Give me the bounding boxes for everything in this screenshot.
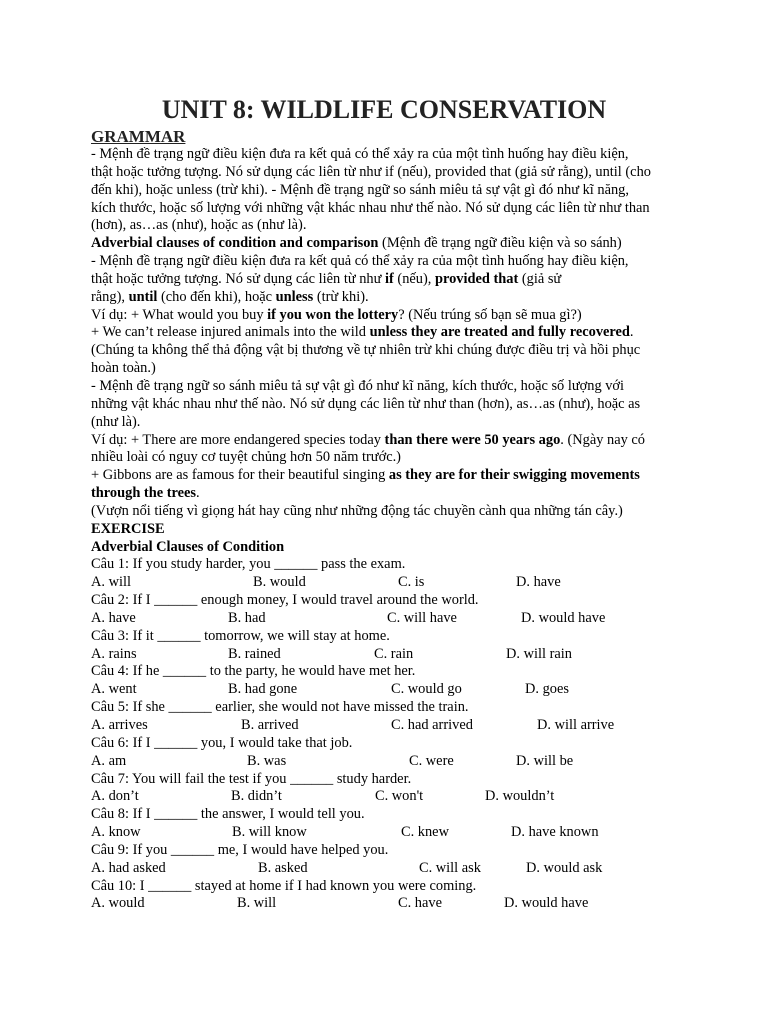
answer-option: D. will rain bbox=[506, 645, 572, 662]
intro-line: - Mệnh đề trạng ngữ điều kiện đưa ra kết quả có thể xảy ra của một tình huống hay điều kiện, bbox=[91, 146, 629, 162]
answer-option: C. rain bbox=[374, 645, 414, 662]
answer-option: B. rained bbox=[228, 645, 281, 662]
answer-option: D. goes bbox=[525, 681, 569, 698]
answer-option: A. rains bbox=[91, 645, 137, 662]
question-text: Câu 2: If I ______ enough money, I would travel around the world. bbox=[91, 592, 479, 609]
example-highlight: through the trees bbox=[91, 485, 196, 502]
answer-option: D. wouldn’t bbox=[485, 788, 555, 805]
document-body bbox=[91, 127, 691, 913]
text-run: (giả sử bbox=[518, 270, 562, 287]
text-run: + We can’t release injured animals into the wild bbox=[91, 324, 370, 341]
question-text: Câu 4: If he ______ to the party, he would have met her. bbox=[91, 663, 416, 680]
example-highlight: if you won the lottery bbox=[267, 306, 399, 323]
answer-option: D. would ask bbox=[526, 859, 603, 876]
answer-option: A. arrives bbox=[91, 717, 148, 733]
answer-option: B. was bbox=[247, 752, 287, 769]
question-options bbox=[91, 860, 691, 878]
example-line bbox=[91, 467, 691, 485]
example-line bbox=[91, 432, 691, 450]
text-run: . (Ngày nay có bbox=[560, 431, 645, 448]
question-options bbox=[91, 895, 691, 913]
question-text: Câu 10: I ______ stayed at home if I had known you were coming. bbox=[91, 877, 477, 894]
answer-option: C. won't bbox=[375, 788, 424, 805]
question-options bbox=[91, 574, 691, 592]
answer-option: D. will be bbox=[516, 752, 574, 769]
condition-line: - Mệnh đề trạng ngữ điều kiện đưa ra kết quả có thể xảy ra của một tình huống hay điều kiện, bbox=[91, 253, 629, 270]
page-title: UNIT 8: WILDLIFE CONSERVATION bbox=[161, 95, 607, 124]
question-text: Câu 8: If I ______ the answer, I would tell you. bbox=[91, 806, 365, 823]
example-highlight: unless they are treated and fully recovered bbox=[369, 324, 630, 341]
answer-option: D. would have bbox=[521, 609, 606, 626]
exercise-heading: EXERCISE bbox=[91, 520, 165, 537]
question-text: Câu 7: You will fail the test if you ______ study harder. bbox=[91, 770, 412, 787]
question-options bbox=[91, 824, 691, 842]
translation-line: hoàn toàn.) bbox=[91, 360, 156, 377]
text-run: . bbox=[629, 324, 634, 341]
intro-line: đến khi), hoặc unless (trừ khi). - Mệnh đề trạng ngữ so sánh miêu tả sự vật gì đó như kĩ năng, bbox=[91, 181, 629, 198]
text-run: ? (Nếu trúng số bạn sẽ mua gì?) bbox=[398, 306, 582, 323]
answer-option: C. have bbox=[398, 895, 442, 912]
comparison-line: - Mệnh đề trạng ngữ so sánh miêu tả sự vật gì đó như kĩ năng, kích thước, hoặc số lượng với bbox=[91, 377, 625, 394]
grammar-heading: GRAMMAR bbox=[91, 127, 186, 146]
question-options bbox=[91, 717, 691, 735]
answer-option: C. would go bbox=[391, 681, 462, 698]
question-text: Câu 5: If she ______ earlier, she would not have missed the train. bbox=[91, 699, 469, 716]
answer-option: A. have bbox=[91, 609, 136, 626]
question-options bbox=[91, 610, 691, 628]
answer-option: A. know bbox=[91, 824, 141, 841]
text-run: rằng), bbox=[91, 288, 129, 305]
question-options bbox=[91, 788, 691, 806]
keyword-provided-that: provided that bbox=[434, 270, 519, 287]
text-run: + Gibbons are as famous for their beautiful singing bbox=[91, 467, 389, 484]
translation-line: (Chúng ta không thể thả động vật bị thương về tự nhiên trừ khi chúng được điều trị và hồi phục bbox=[91, 342, 641, 359]
answer-option: B. had gone bbox=[228, 681, 298, 698]
answer-option: C. is bbox=[398, 574, 425, 591]
text-run: Ví dụ: + What would you buy bbox=[91, 306, 268, 323]
answer-option: C. will ask bbox=[419, 859, 481, 876]
text-run: (nếu), bbox=[393, 270, 435, 287]
question-text: Câu 1: If you study harder, you ______ pass the exam. bbox=[91, 556, 406, 573]
answer-option: A. went bbox=[91, 681, 137, 698]
text-run: (trừ khi). bbox=[313, 288, 369, 305]
question-options bbox=[91, 753, 691, 771]
answer-option: C. were bbox=[409, 752, 454, 769]
answer-option: B. didn’t bbox=[231, 788, 282, 805]
answer-option: B. will bbox=[237, 895, 277, 912]
answer-option: C. knew bbox=[401, 824, 449, 841]
answer-option: C. had arrived bbox=[391, 717, 473, 733]
question-list bbox=[91, 556, 691, 913]
example-line bbox=[91, 324, 691, 342]
example-highlight: as they are for their swigging movements bbox=[388, 467, 640, 484]
example-line bbox=[91, 485, 691, 503]
question-options bbox=[91, 646, 691, 664]
comparison-line: (như là). bbox=[91, 413, 141, 430]
answer-option: B. arrived bbox=[241, 717, 299, 733]
answer-option: B. asked bbox=[258, 859, 308, 876]
keyword-if: if bbox=[385, 270, 394, 287]
text-run: (cho đến khi), hoặc bbox=[157, 288, 276, 305]
question-text: Câu 9: If you ______ me, I would have helped you. bbox=[91, 841, 389, 858]
answer-option: D. would have bbox=[504, 895, 589, 912]
answer-option: D. have known bbox=[511, 824, 599, 841]
section-heading-line bbox=[91, 235, 691, 253]
answer-option: D. have bbox=[516, 574, 561, 591]
question-text: Câu 3: If it ______ tomorrow, we will stay at home. bbox=[91, 627, 390, 644]
section-heading: Adverbial clauses of condition and comparison bbox=[91, 235, 379, 252]
question-options bbox=[91, 681, 691, 699]
keyword-unless: unless bbox=[275, 288, 314, 305]
keyword-until: until bbox=[128, 288, 158, 305]
translation-line: nhiều loài có nguy cơ tuyệt chủng hơn 50 năm trước.) bbox=[91, 449, 401, 466]
text-run: . bbox=[196, 485, 200, 502]
answer-option: D. will arrive bbox=[537, 717, 615, 733]
answer-option: A. will bbox=[91, 574, 131, 591]
example-line bbox=[91, 307, 691, 325]
translation-line: (Vượn nổi tiếng vì giọng hát hay cũng như những động tác chuyền cành qua những tán cây.) bbox=[91, 502, 623, 519]
example-highlight: than there were 50 years ago bbox=[384, 431, 561, 448]
condition-line bbox=[91, 289, 691, 307]
answer-option: B. had bbox=[228, 609, 266, 626]
intro-line: thật hoặc tưởng tượng. Nó sử dụng các liên từ như if (nếu), provided that (giả sử rằng), until (cho bbox=[91, 163, 651, 180]
comparison-line: những vật khác nhau như thế nào. Nó sử dụng các liên từ như than (hơn), as…as (như), hoặc as bbox=[91, 395, 641, 412]
intro-line: (hơn), as…as (như), hoặc as (như là). bbox=[91, 217, 307, 234]
answer-option: B. will know bbox=[232, 824, 307, 841]
answer-option: C. will have bbox=[387, 609, 457, 626]
exercise-subheading: Adverbial Clauses of Condition bbox=[91, 538, 285, 555]
answer-option: A. would bbox=[91, 895, 145, 912]
text-run: Ví dụ: + There are more endangered species today bbox=[91, 431, 385, 448]
answer-option: A. am bbox=[91, 752, 127, 769]
answer-option: A. had asked bbox=[91, 859, 166, 876]
text-run: thật hoặc tưởng tượng. Nó sử dụng các liên từ như bbox=[91, 270, 386, 287]
answer-option: B. would bbox=[253, 574, 306, 591]
condition-line bbox=[91, 271, 691, 289]
section-heading-note: (Mệnh đề trạng ngữ điều kiện và so sánh) bbox=[378, 235, 622, 252]
question-text: Câu 6: If I ______ you, I would take that job. bbox=[91, 734, 353, 751]
answer-option: A. don’t bbox=[91, 788, 139, 805]
intro-line: kích thước, hoặc số lượng với những vật khác nhau như thế nào. Nó sử dụng các liên từ như than bbox=[91, 199, 650, 216]
